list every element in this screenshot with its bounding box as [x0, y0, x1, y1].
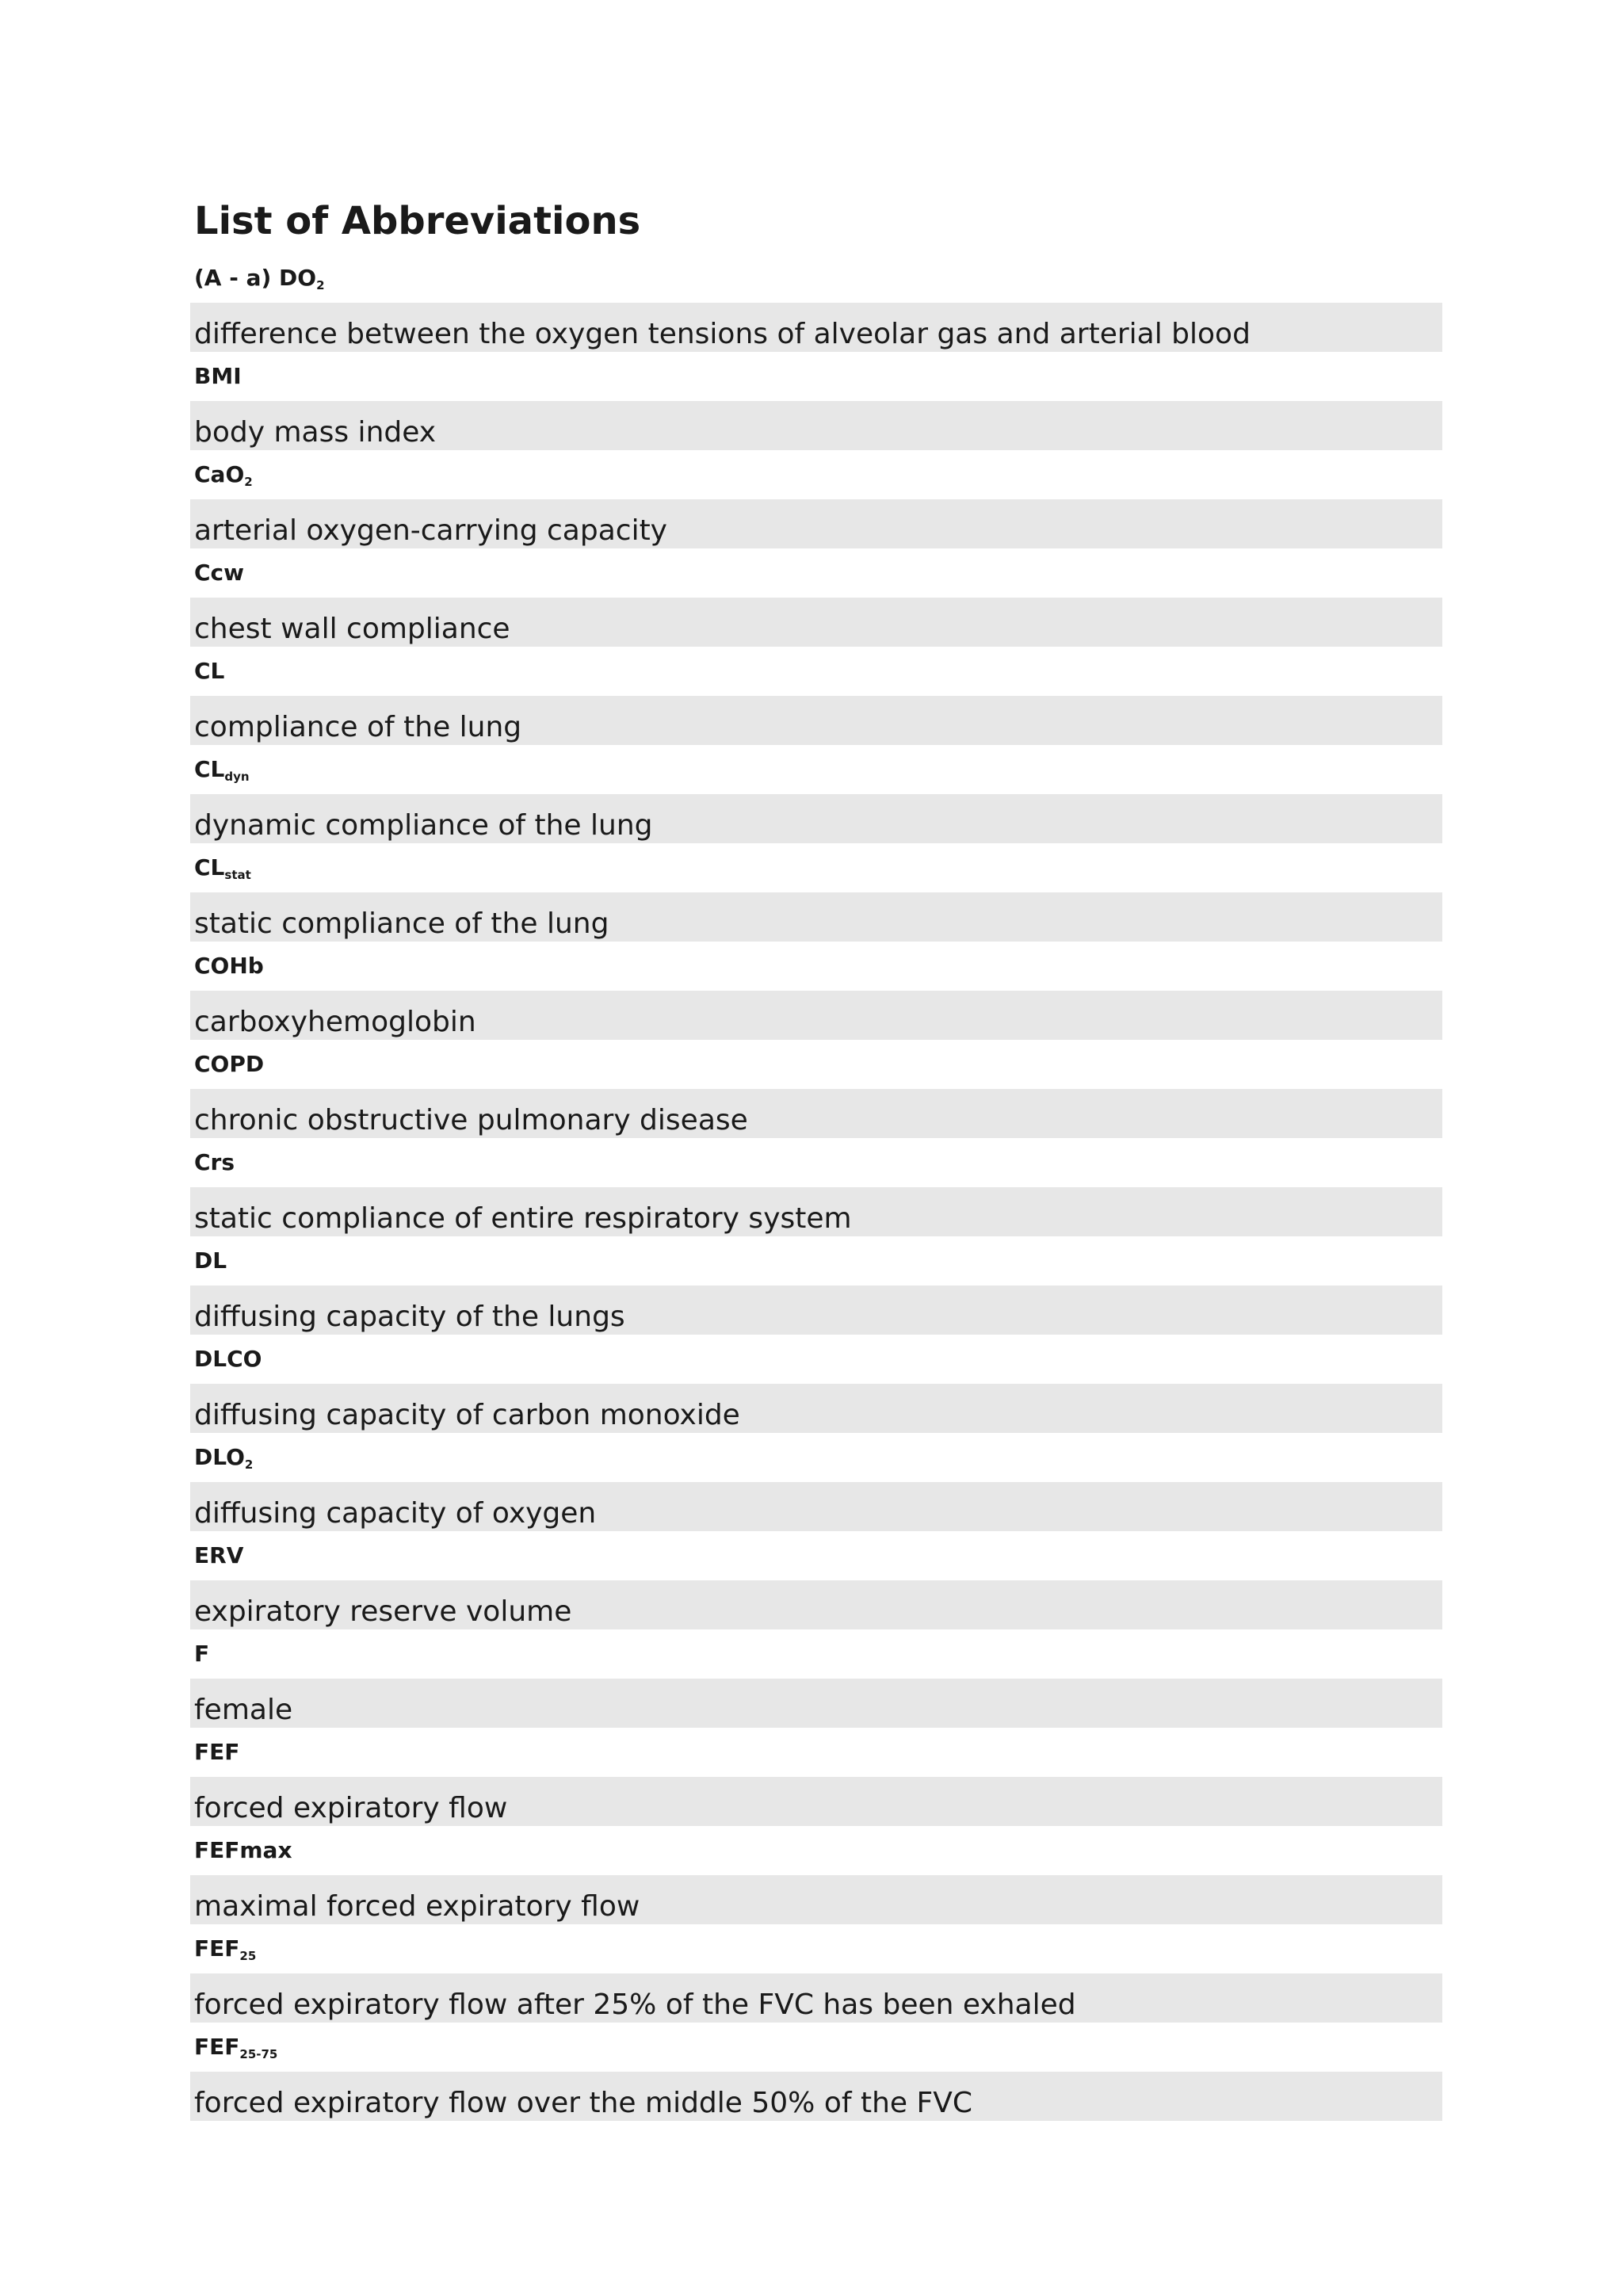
abbreviation-term — [190, 1433, 1442, 1482]
abbreviation-term — [190, 1924, 1442, 1973]
term-subscript: 2 — [244, 1457, 254, 1472]
abbreviation-entry — [190, 745, 1442, 843]
abbreviation-entry — [190, 647, 1442, 745]
abbreviation-term — [190, 1728, 1442, 1777]
abbreviation-term — [190, 745, 1442, 794]
abbreviation-entry — [190, 2023, 1442, 2121]
term-text: DL — [194, 1247, 227, 1274]
abbreviation-term — [190, 450, 1442, 499]
abbreviation-definition: expiratory reserve volume — [190, 1580, 1442, 1629]
abbreviation-entry — [190, 1433, 1442, 1531]
term-text: FEF — [194, 1935, 240, 1962]
term-text: DLO — [194, 1444, 245, 1470]
abbreviation-list — [190, 254, 1442, 2121]
abbreviation-entry — [190, 548, 1442, 647]
term-text: (A - a) DO — [194, 265, 317, 291]
term-text: CaO — [194, 461, 245, 487]
abbreviation-term — [190, 1826, 1442, 1875]
abbreviation-entry — [190, 1138, 1442, 1236]
abbreviation-term — [190, 1236, 1442, 1286]
abbreviations-page — [190, 193, 1442, 2121]
abbreviation-definition: diffusing capacity of the lungs — [190, 1286, 1442, 1335]
abbreviation-definition: static compliance of the lung — [190, 892, 1442, 942]
term-text: Crs — [194, 1149, 235, 1175]
abbreviation-definition: body mass index — [190, 401, 1442, 450]
abbreviation-entry — [190, 1040, 1442, 1138]
abbreviation-definition: diffusing capacity of oxygen — [190, 1482, 1442, 1531]
abbreviation-term — [190, 1531, 1442, 1580]
abbreviation-entry — [190, 450, 1442, 548]
abbreviation-definition: dynamic compliance of the lung — [190, 794, 1442, 843]
abbreviation-entry — [190, 1629, 1442, 1728]
abbreviation-definition: forced expiratory flow after 25% of the FVC has been exhaled — [190, 1973, 1442, 2023]
abbreviation-entry — [190, 843, 1442, 942]
term-subscript: 2 — [244, 475, 253, 489]
term-subscript: 2 — [316, 278, 325, 292]
term-text: CL — [194, 854, 225, 881]
term-subscript: dyn — [224, 770, 250, 784]
abbreviation-entry — [190, 1236, 1442, 1335]
abbreviation-term — [190, 548, 1442, 598]
term-text: FEF — [194, 2034, 240, 2060]
abbreviation-definition: chronic obstructive pulmonary disease — [190, 1089, 1442, 1138]
abbreviation-term — [190, 1040, 1442, 1089]
term-text: ERV — [194, 1542, 244, 1568]
term-text: FEFmax — [194, 1837, 292, 1863]
abbreviation-term — [190, 942, 1442, 991]
term-text: CL — [194, 756, 225, 782]
abbreviation-entry — [190, 942, 1442, 1040]
page-title: List of Abbreviations — [194, 199, 641, 243]
abbreviation-term — [190, 254, 1442, 303]
term-text: F — [194, 1641, 210, 1667]
abbreviation-definition: maximal forced expiratory flow — [190, 1875, 1442, 1924]
abbreviation-entry — [190, 254, 1442, 352]
abbreviation-term — [190, 1138, 1442, 1187]
abbreviation-definition: compliance of the lung — [190, 696, 1442, 745]
abbreviation-entry — [190, 1531, 1442, 1629]
abbreviation-entry — [190, 1728, 1442, 1826]
abbreviation-entry — [190, 1924, 1442, 2023]
term-text: COHb — [194, 953, 264, 979]
abbreviation-definition: difference between the oxygen tensions of alveolar gas and arterial blood — [190, 303, 1442, 352]
term-subscript: stat — [224, 868, 251, 882]
term-text: DLCO — [194, 1346, 262, 1372]
term-text: FEF — [194, 1739, 240, 1765]
abbreviation-definition: female — [190, 1679, 1442, 1728]
abbreviation-term — [190, 647, 1442, 696]
abbreviation-entry — [190, 1335, 1442, 1433]
abbreviation-entry — [190, 1826, 1442, 1924]
abbreviation-term — [190, 1335, 1442, 1384]
abbreviation-definition: carboxyhemoglobin — [190, 991, 1442, 1040]
abbreviation-definition: forced expiratory flow over the middle 50% of the FVC — [190, 2072, 1442, 2121]
term-text: Ccw — [194, 560, 245, 586]
abbreviation-term — [190, 1629, 1442, 1679]
term-text: CL — [194, 658, 225, 684]
term-text: BMI — [194, 363, 242, 389]
abbreviation-definition: arterial oxygen-carrying capacity — [190, 499, 1442, 548]
abbreviation-definition: forced expiratory flow — [190, 1777, 1442, 1826]
term-text: COPD — [194, 1051, 265, 1077]
abbreviation-term — [190, 843, 1442, 892]
abbreviation-entry — [190, 352, 1442, 450]
abbreviation-definition: diffusing capacity of carbon monoxide — [190, 1384, 1442, 1433]
abbreviation-definition: chest wall compliance — [190, 598, 1442, 647]
abbreviation-term — [190, 352, 1442, 401]
abbreviation-term — [190, 2023, 1442, 2072]
term-subscript: 25 — [239, 1949, 257, 1963]
term-subscript: 25-75 — [239, 2047, 278, 2061]
abbreviation-definition: static compliance of entire respiratory system — [190, 1187, 1442, 1236]
